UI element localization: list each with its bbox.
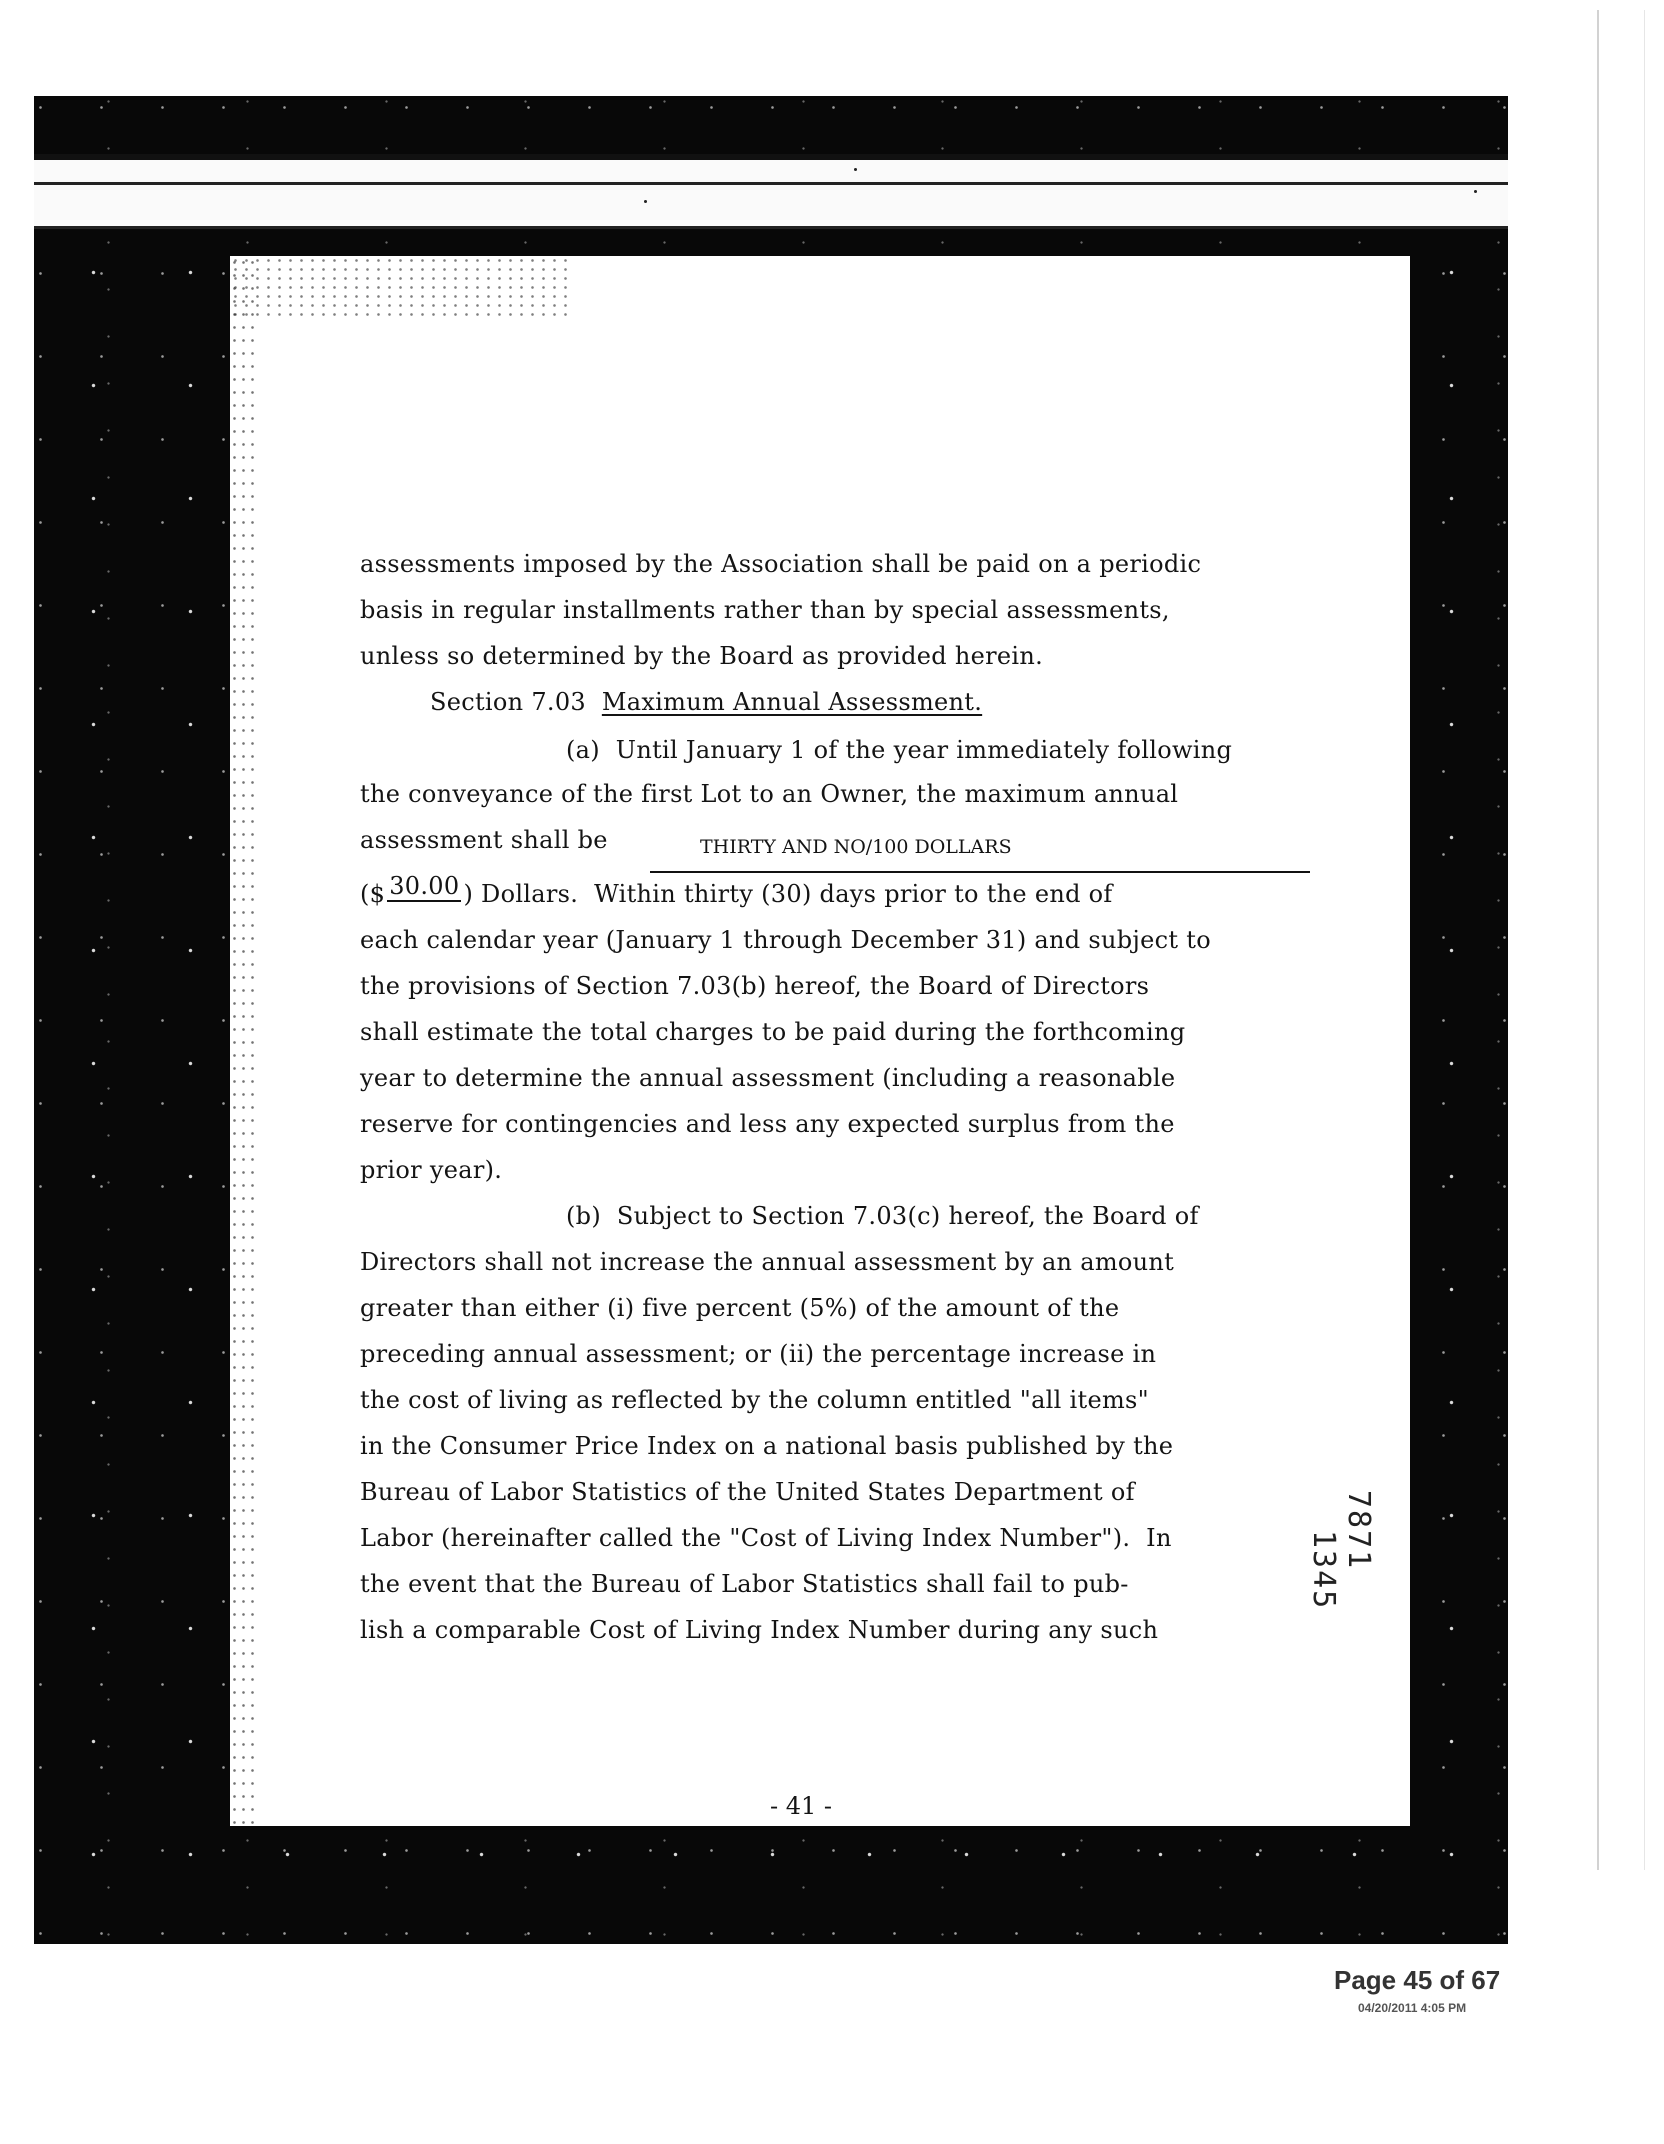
- margin-reference-1: 7871: [1341, 1490, 1376, 1571]
- para-a-line-2: the conveyance of the first Lot to an Owner, the maximum annual: [360, 780, 1179, 808]
- document-page: [230, 256, 1410, 1826]
- amount-in-words: THIRTY AND NO/100 DOLLARS: [700, 836, 1012, 858]
- right-edge-rule: [1597, 10, 1599, 1870]
- para-b-line-1: (b) Subject to Section 7.03(c) hereof, the Board of: [566, 1202, 1199, 1230]
- body-line-1: assessments imposed by the Association shall be paid on a periodic: [360, 550, 1202, 578]
- right-edge-rule-secondary: [1644, 10, 1645, 1870]
- para-b-line-8: Labor (hereinafter called the "Cost of Living Index Number"). In: [360, 1524, 1172, 1552]
- para-b-line-7: Bureau of Labor Statistics of the United States Department of: [360, 1478, 1135, 1506]
- para-a-cont-4: year to determine the annual assessment (including a reasonable: [360, 1064, 1176, 1092]
- para-a-cont-3: shall estimate the total charges to be paid during the forthcoming: [360, 1018, 1186, 1046]
- para-a-line-3: assessment shall be: [360, 826, 608, 854]
- amount-prefix: ($: [360, 880, 386, 908]
- body-line-3: unless so determined by the Board as provided herein.: [360, 642, 1044, 670]
- para-b-line-3: greater than either (i) five percent (5%) of the amount of the: [360, 1294, 1120, 1322]
- page-count-label: Page 45 of 67: [1334, 1965, 1501, 1995]
- amount-suffix: ) Dollars. Within thirty (30) days prior to the end of: [463, 880, 1113, 908]
- page-number: - 41 -: [770, 1792, 833, 1820]
- print-timestamp: 04/20/2011 4:05 PM: [1358, 2001, 1467, 2015]
- section-heading: [430, 688, 982, 716]
- margin-reference-number: [1306, 1490, 1376, 1610]
- margin-reference-2: 1345: [1306, 1530, 1341, 1611]
- amount-figure: 30.00: [389, 872, 460, 900]
- para-a-cont-6: prior year).: [360, 1156, 503, 1184]
- para-a-cont-5: reserve for contingencies and less any expected surplus from the: [360, 1110, 1175, 1138]
- section-title: Maximum Annual Assessment.: [601, 688, 983, 716]
- amount-line: [360, 872, 1113, 910]
- para-b-line-2: Directors shall not increase the annual assessment by an amount: [360, 1248, 1175, 1276]
- scanned-page-frame: [34, 96, 1508, 1944]
- para-b-line-9: the event that the Bureau of Labor Statistics shall fail to pub-: [360, 1570, 1129, 1598]
- para-b-line-5: the cost of living as reflected by the column entitled "all items": [360, 1386, 1149, 1414]
- para-b-line-6: in the Consumer Price Index on a national basis published by the: [360, 1432, 1174, 1460]
- scan-top-band: [34, 154, 1508, 229]
- section-number: Section 7.03: [430, 688, 586, 716]
- body-line-2: basis in regular installments rather than by special assessments,: [360, 596, 1170, 624]
- para-a-cont-1: each calendar year (January 1 through December 31) and subject to: [360, 926, 1211, 954]
- para-a-cont-2: the provisions of Section 7.03(b) hereof, the Board of Directors: [360, 972, 1150, 1000]
- para-b-line-10: lish a comparable Cost of Living Index Number during any such: [360, 1616, 1159, 1644]
- para-b-line-4: preceding annual assessment; or (ii) the percentage increase in: [360, 1340, 1157, 1368]
- para-a-line-1: (a) Until January 1 of the year immediately following: [566, 736, 1233, 764]
- amount-blank-line: [650, 871, 1310, 873]
